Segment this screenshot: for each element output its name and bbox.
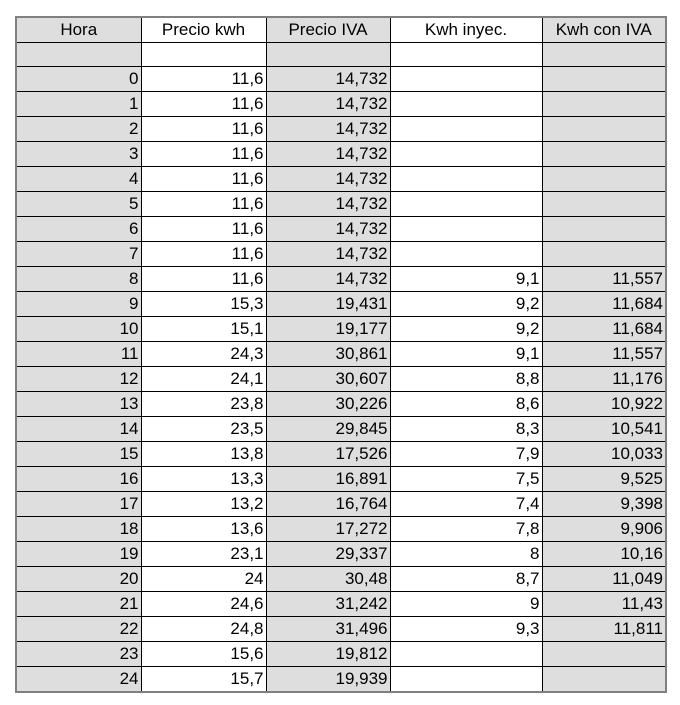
table-row bbox=[16, 642, 666, 667]
cell-kwh-inyec[interactable] bbox=[390, 167, 542, 192]
cell-precio-kwh[interactable]: 24,6 bbox=[141, 592, 266, 617]
cell-kwh-con-iva[interactable]: 10,033 bbox=[542, 442, 666, 467]
cell-kwh-con-iva[interactable]: 9,906 bbox=[542, 517, 666, 542]
cell-hora[interactable]: 23 bbox=[16, 642, 141, 667]
cell-kwh-con-iva[interactable] bbox=[542, 667, 666, 693]
cell-precio-iva[interactable]: 19,939 bbox=[266, 667, 390, 693]
table-row bbox=[16, 67, 666, 92]
header-precio-iva[interactable]: Precio IVA bbox=[266, 17, 390, 43]
cell-precio-iva[interactable]: 30,226 bbox=[266, 392, 390, 417]
cell-precio-iva[interactable]: 14,732 bbox=[266, 142, 390, 167]
cell-kwh-inyec[interactable] bbox=[390, 192, 542, 217]
cell-precio-kwh[interactable]: 11,6 bbox=[141, 167, 266, 192]
cell-kwh-inyec[interactable]: 7,8 bbox=[390, 517, 542, 542]
cell-precio-iva[interactable]: 14,732 bbox=[266, 267, 390, 292]
table-row bbox=[16, 592, 666, 617]
cell-kwh-inyec[interactable] bbox=[390, 92, 542, 117]
cell-precio-kwh[interactable]: 15,1 bbox=[141, 317, 266, 342]
cell-kwh-inyec[interactable] bbox=[390, 67, 542, 92]
cell-precio-kwh[interactable]: 15,6 bbox=[141, 642, 266, 667]
cell-precio-kwh[interactable]: 23,1 bbox=[141, 542, 266, 567]
cell-kwh-inyec[interactable]: 8 bbox=[390, 542, 542, 567]
cell-precio-iva[interactable]: 31,242 bbox=[266, 592, 390, 617]
cell-precio-kwh[interactable]: 24,1 bbox=[141, 367, 266, 392]
cell-hora[interactable]: 9 bbox=[16, 292, 141, 317]
cell-hora[interactable]: 24 bbox=[16, 667, 141, 693]
cell-kwh-con-iva[interactable] bbox=[542, 67, 666, 92]
cell-precio-kwh[interactable]: 24 bbox=[141, 567, 266, 592]
cell-kwh-con-iva[interactable]: 11,049 bbox=[542, 567, 666, 592]
cell-precio-iva[interactable]: 16,891 bbox=[266, 467, 390, 492]
cell-precio-iva[interactable]: 30,48 bbox=[266, 567, 390, 592]
cell-precio-kwh[interactable]: 11,6 bbox=[141, 267, 266, 292]
cell-kwh-inyec[interactable] bbox=[390, 217, 542, 242]
cell-precio-iva[interactable]: 14,732 bbox=[266, 217, 390, 242]
table-row bbox=[16, 367, 666, 392]
cell-hora[interactable]: 4 bbox=[16, 167, 141, 192]
header-row bbox=[16, 17, 666, 43]
cell-precio-kwh[interactable]: 13,6 bbox=[141, 517, 266, 542]
cell-precio-kwh[interactable]: 23,8 bbox=[141, 392, 266, 417]
cell-kwh-inyec[interactable]: 7,9 bbox=[390, 442, 542, 467]
cell-kwh-con-iva[interactable] bbox=[542, 117, 666, 142]
table-row bbox=[16, 567, 666, 592]
header-kwh-inyec[interactable]: Kwh inyec. bbox=[390, 17, 542, 43]
header-hora[interactable]: Hora bbox=[16, 17, 141, 43]
table-row bbox=[16, 217, 666, 242]
cell-precio-iva[interactable]: 29,337 bbox=[266, 542, 390, 567]
cell-hora[interactable]: 2 bbox=[16, 117, 141, 142]
cell-kwh-inyec[interactable]: 9,1 bbox=[390, 342, 542, 367]
cell-precio-iva[interactable]: 14,732 bbox=[266, 117, 390, 142]
cell-kwh-inyec[interactable]: 9,1 bbox=[390, 267, 542, 292]
cell-precio-iva[interactable]: 14,732 bbox=[266, 242, 390, 267]
cell-kwh-inyec[interactable] bbox=[390, 43, 542, 67]
cell-hora[interactable]: 22 bbox=[16, 617, 141, 642]
cell-precio-kwh[interactable]: 13,3 bbox=[141, 467, 266, 492]
cell-precio-iva[interactable]: 14,732 bbox=[266, 192, 390, 217]
cell-kwh-inyec[interactable]: 9,2 bbox=[390, 292, 542, 317]
cell-precio-iva[interactable]: 14,732 bbox=[266, 92, 390, 117]
cell-precio-kwh[interactable]: 23,5 bbox=[141, 417, 266, 442]
cell-precio-kwh[interactable]: 13,8 bbox=[141, 442, 266, 467]
cell-kwh-inyec[interactable]: 8,3 bbox=[390, 417, 542, 442]
cell-kwh-con-iva[interactable] bbox=[542, 92, 666, 117]
cell-hora[interactable] bbox=[16, 43, 141, 67]
cell-kwh-inyec[interactable]: 7,4 bbox=[390, 492, 542, 517]
cell-hora[interactable]: 0 bbox=[16, 67, 141, 92]
cell-precio-iva[interactable]: 14,732 bbox=[266, 67, 390, 92]
cell-kwh-inyec[interactable] bbox=[390, 667, 542, 693]
table-row bbox=[16, 117, 666, 142]
header-kwh-con-iva[interactable]: Kwh con IVA bbox=[542, 17, 666, 43]
cell-kwh-inyec[interactable] bbox=[390, 142, 542, 167]
cell-kwh-inyec[interactable] bbox=[390, 117, 542, 142]
cell-kwh-inyec[interactable]: 9,3 bbox=[390, 617, 542, 642]
cell-precio-kwh[interactable]: 11,6 bbox=[141, 142, 266, 167]
cell-kwh-inyec[interactable]: 8,7 bbox=[390, 567, 542, 592]
cell-precio-iva[interactable]: 14,732 bbox=[266, 167, 390, 192]
table-row bbox=[16, 467, 666, 492]
cell-hora[interactable]: 20 bbox=[16, 567, 141, 592]
table-row bbox=[16, 142, 666, 167]
cell-kwh-inyec[interactable]: 9 bbox=[390, 592, 542, 617]
cell-kwh-inyec[interactable]: 8,6 bbox=[390, 392, 542, 417]
cell-hora[interactable]: 17 bbox=[16, 492, 141, 517]
cell-precio-iva[interactable]: 16,764 bbox=[266, 492, 390, 517]
cell-hora[interactable]: 19 bbox=[16, 542, 141, 567]
cell-kwh-inyec[interactable]: 8,8 bbox=[390, 367, 542, 392]
table-row bbox=[16, 192, 666, 217]
cell-kwh-con-iva[interactable]: 10,541 bbox=[542, 417, 666, 442]
cell-precio-iva[interactable]: 19,431 bbox=[266, 292, 390, 317]
table-row bbox=[16, 92, 666, 117]
cell-kwh-con-iva[interactable] bbox=[542, 242, 666, 267]
table-row bbox=[16, 392, 666, 417]
cell-precio-kwh[interactable]: 24,8 bbox=[141, 617, 266, 642]
cell-hora[interactable]: 3 bbox=[16, 142, 141, 167]
cell-kwh-con-iva[interactable] bbox=[542, 167, 666, 192]
cell-kwh-con-iva[interactable]: 10,16 bbox=[542, 542, 666, 567]
cell-kwh-con-iva[interactable]: 11,557 bbox=[542, 342, 666, 367]
cell-kwh-con-iva[interactable]: 11,176 bbox=[542, 367, 666, 392]
cell-precio-iva[interactable]: 19,177 bbox=[266, 317, 390, 342]
cell-hora[interactable]: 1 bbox=[16, 92, 141, 117]
cell-precio-iva[interactable]: 30,861 bbox=[266, 342, 390, 367]
cell-hora[interactable]: 15 bbox=[16, 442, 141, 467]
cell-precio-iva[interactable]: 29,845 bbox=[266, 417, 390, 442]
table-row bbox=[16, 317, 666, 342]
cell-precio-kwh[interactable]: 13,2 bbox=[141, 492, 266, 517]
cell-precio-iva[interactable]: 17,272 bbox=[266, 517, 390, 542]
cell-kwh-inyec[interactable]: 7,5 bbox=[390, 467, 542, 492]
cell-kwh-con-iva[interactable] bbox=[542, 192, 666, 217]
cell-kwh-con-iva[interactable] bbox=[542, 142, 666, 167]
cell-kwh-con-iva[interactable]: 9,398 bbox=[542, 492, 666, 517]
cell-precio-kwh[interactable]: 11,6 bbox=[141, 117, 266, 142]
cell-precio-kwh[interactable]: 24,3 bbox=[141, 342, 266, 367]
cell-precio-kwh[interactable] bbox=[141, 43, 266, 67]
cell-kwh-con-iva[interactable]: 11,811 bbox=[542, 617, 666, 642]
spreadsheet-table bbox=[15, 16, 667, 693]
cell-hora[interactable]: 5 bbox=[16, 192, 141, 217]
cell-hora[interactable]: 13 bbox=[16, 392, 141, 417]
cell-hora[interactable]: 14 bbox=[16, 417, 141, 442]
table-row bbox=[16, 242, 666, 267]
cell-precio-iva[interactable] bbox=[266, 43, 390, 67]
cell-precio-iva[interactable]: 19,812 bbox=[266, 642, 390, 667]
cell-kwh-con-iva[interactable] bbox=[542, 217, 666, 242]
cell-precio-kwh[interactable]: 11,6 bbox=[141, 192, 266, 217]
cell-hora[interactable]: 11 bbox=[16, 342, 141, 367]
cell-kwh-inyec[interactable] bbox=[390, 242, 542, 267]
cell-hora[interactable]: 16 bbox=[16, 467, 141, 492]
cell-kwh-con-iva[interactable] bbox=[542, 43, 666, 67]
cell-kwh-con-iva[interactable] bbox=[542, 642, 666, 667]
table-row bbox=[16, 167, 666, 192]
table-row bbox=[16, 617, 666, 642]
table-body bbox=[16, 17, 666, 692]
cell-precio-kwh[interactable]: 11,6 bbox=[141, 67, 266, 92]
cell-kwh-inyec[interactable]: 9,2 bbox=[390, 317, 542, 342]
table-row bbox=[16, 342, 666, 367]
table-row bbox=[16, 292, 666, 317]
cell-kwh-con-iva[interactable]: 11,557 bbox=[542, 267, 666, 292]
cell-kwh-con-iva[interactable]: 11,684 bbox=[542, 317, 666, 342]
cell-hora[interactable]: 10 bbox=[16, 317, 141, 342]
cell-kwh-con-iva[interactable]: 9,525 bbox=[542, 467, 666, 492]
cell-precio-iva[interactable]: 17,526 bbox=[266, 442, 390, 467]
cell-precio-iva[interactable]: 30,607 bbox=[266, 367, 390, 392]
cell-precio-kwh[interactable]: 11,6 bbox=[141, 217, 266, 242]
cell-hora[interactable]: 18 bbox=[16, 517, 141, 542]
cell-precio-kwh[interactable]: 11,6 bbox=[141, 242, 266, 267]
cell-kwh-con-iva[interactable]: 11,684 bbox=[542, 292, 666, 317]
table-row bbox=[16, 442, 666, 467]
cell-hora[interactable]: 7 bbox=[16, 242, 141, 267]
cell-kwh-inyec[interactable] bbox=[390, 642, 542, 667]
table-row bbox=[16, 267, 666, 292]
cell-hora[interactable]: 12 bbox=[16, 367, 141, 392]
cell-hora[interactable]: 21 bbox=[16, 592, 141, 617]
cell-precio-kwh[interactable]: 11,6 bbox=[141, 92, 266, 117]
table-row bbox=[16, 417, 666, 442]
table-row bbox=[16, 517, 666, 542]
cell-hora[interactable]: 6 bbox=[16, 217, 141, 242]
cell-kwh-con-iva[interactable]: 11,43 bbox=[542, 592, 666, 617]
cell-precio-iva[interactable]: 31,496 bbox=[266, 617, 390, 642]
table-row bbox=[16, 43, 666, 67]
cell-precio-kwh[interactable]: 15,3 bbox=[141, 292, 266, 317]
cell-hora[interactable]: 8 bbox=[16, 267, 141, 292]
cell-kwh-con-iva[interactable]: 10,922 bbox=[542, 392, 666, 417]
header-precio-kwh[interactable]: Precio kwh bbox=[141, 17, 266, 43]
table-row bbox=[16, 492, 666, 517]
cell-precio-kwh[interactable]: 15,7 bbox=[141, 667, 266, 693]
table-row bbox=[16, 667, 666, 693]
table-row bbox=[16, 542, 666, 567]
